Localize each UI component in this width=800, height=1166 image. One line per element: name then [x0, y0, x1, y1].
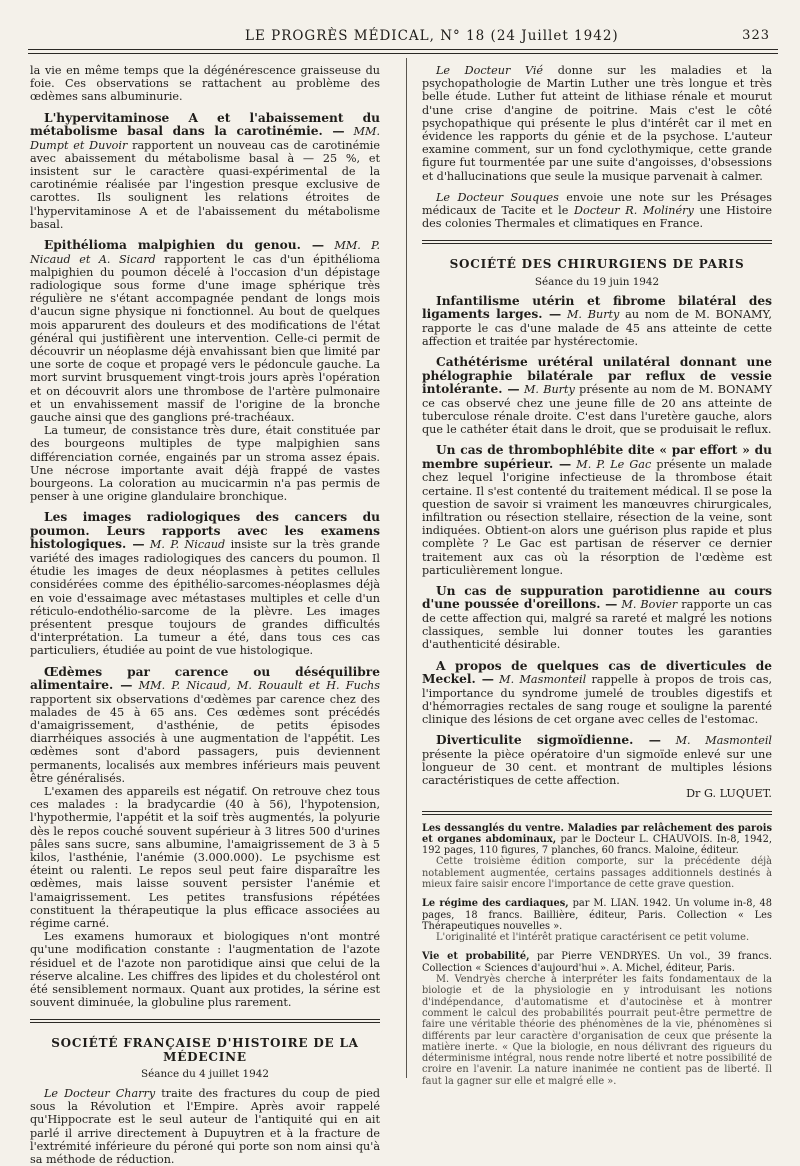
book-comment: Cette troisième édition comporte, sur la précédente déjà notablement augmentée, certains passages additionnels destinés à mieux faire saisir encore l'importance de cette grave question. — [422, 856, 772, 890]
article-body: une Histoire des colonies Thermales et climatiques en France. — [422, 204, 772, 231]
article-authors: M. Masmonteil — [499, 673, 587, 687]
session-date: Séance du 19 juin 1942 — [534, 275, 660, 288]
article-body: rappelle à propos de trois cas, l'importance du syndrome jumelé de troubles digestifs et d'hémorragies rectales de sang rouge et souligne la parenté clinique des lésions de cet organe avec celles de l'estomac. — [422, 673, 772, 726]
paragraph: Les examens humoraux et biologiques n'ont montré qu'une modification constante : l'augmentation de l'azote résiduel et de l'azote non parotidique ainsi que celui de la réserve alcaline. Les chiffres des lipides et du cholestérol ont été sensiblement normaux. Quant aux protides, la sérine est souvent diminuée, la globuline plus rarement. — [30, 930, 380, 1010]
article-body: rapportent un nouveau cas de carotinémie avec abaissement du métabolisme basal à — 25 %, et insistent sur le caractère quasi-expérimental de la carotinémie réalisée par l'ingestion presque exclusive de carottes. Ils soulignent les relations étroites de l'hypervitaminose A et de l'abaissement du métabolisme basal. — [30, 138, 380, 231]
running-title: LE PROGRÈS MÉDICAL, N° 18 (24 Juillet 1942) — [245, 28, 619, 44]
left-column — [30, 64, 380, 1166]
paragraph: la vie en même temps que la dégénérescence graisseuse du foie. Ces observations se rattachent au problème des œdèmes sans albuminurie. — [30, 64, 380, 104]
book-title: Les dessanglés du ventre. Maladies par relâchement des parois et organes abdominaux, — [422, 822, 772, 845]
article — [422, 734, 772, 787]
article-authors: M. Burty — [566, 308, 620, 322]
article-title: Œdèmes par carence ou déséquilibre alimentaire. — — [30, 664, 380, 693]
article-body: rapportent six observations d'œdèmes par carence chez des malades de 45 à 65 ans. Ces œdèmes sont précédés d'amaigrissement, d'asthénie, de petits épisodes diarrhéiques associés à une augmentation de l'appétit. Les œdèmes sont d'abord passagers, puis deviennent permanents, localisés aux membres inférieurs mais peuvent être généralisés. — [30, 692, 380, 785]
article-title: Diverticulite sigmoïdienne. — — [436, 733, 661, 748]
book-comment: M. Vendryès cherche à interpréter les faits fondamentaux de la biologie et de la physiologie en y introduisant les notions d'indépendance, d'automatisme et d'autocinèse et à montrer comment le calcul des probabilités pourrait peut-être permettre de faire une véritable théorie des phénomènes de la vie, phénomènes si différents par leur caractère d'organisation de ceux que présente la matière inerte. « Que la biologie, en nous délivrant des rigueurs du déterminisme intégral, nous rende notre liberté et notre possibilité de croire en l'avenir. La nature inanimée ne contient pas de liberté. Il faut la gagner sur elle et malgré elle ». — [422, 974, 772, 1087]
article-body: présente la pièce opératoire d'un sigmoïde enlevé sur une longueur de 30 cent. et montrant de multiples lésions caractéristiques de cette affection. — [422, 747, 772, 788]
book-details: par M. LIAN. 1942. Un volume in-8, 48 pages, 18 francs. Baillière, éditeur, Paris. Collection « Les Thérapeutiques nouvelles ». — [422, 898, 772, 932]
article-authors: Le Docteur Vié — [436, 64, 544, 77]
section-rule — [30, 1019, 380, 1023]
article-authors: MM. Dumpt et Duvoir — [30, 125, 380, 152]
book-entry — [422, 823, 772, 857]
article — [30, 511, 380, 657]
article-authors: M. Burty — [523, 383, 575, 397]
article-body: rapportent le cas d'un épithélioma malpighien du poumon décelé à l'occasion d'un dépistage radiologique sous forme d'une image sphérique très régulière ne s'étant accompagnée pendant de longs mois d'aucun signe physique ni fonctionnel. Au bout de quelques mois apparurent des douleurs et des modifications de l'état général qui justifièrent une intervention. Celle-ci permit de découvrir un néoplasme déjà envahissant bien que limité par une sorte de coque et propagé vers le pédoncule gauche. La mort survint brusquement vingt-trois jours après l'opération et on découvrit alors une thrombose de l'artère pulmonaire et un envahissement massif de l'origine de la bronche gauche ainsi que des ganglions pré-trachéaux. — [30, 252, 381, 424]
article-body: au nom de M. BONAMY, rapporte le cas d'une malade de 45 ans atteinte de cette affection et traitée par hystérectomie. — [422, 308, 772, 349]
article-authors: M. Bovier — [621, 598, 678, 612]
article-body: rapporte un cas de cette affection qui, malgré sa rareté et malgré les notions classiques, semble lui donner toutes les garanties d'authenticité désirable. — [422, 598, 772, 652]
article-title: Infantilisme utérin et fibrome bilatéral des ligaments larges. — — [422, 293, 772, 322]
article — [422, 585, 772, 652]
article — [30, 666, 380, 785]
book-entry — [422, 951, 772, 974]
article-body: insiste sur la très grande variété des images radiologiques des cancers du poumon. Il étudie les images de deux néoplasmes à petites cellules considérées comme des épithélio-sarcomes-néoplasmes déjà en voie d'essaimage avec métastases multiples et celle d'un réticulo-endothélio-sarcome de la plèvre. Les images présentent presque toujours de grandes difficultés d'interprétation. La tumeur a été, dans tous ces cas particuliers, étudiée au point de vue histologique. — [30, 538, 380, 658]
article — [30, 239, 380, 424]
article — [30, 1087, 380, 1166]
article — [422, 64, 772, 183]
article-authors: MM. P. Nicaud et A. Sicard — [30, 239, 380, 266]
article-title: A propos de quelques cas de diverticules de Meckel. — — [422, 658, 772, 687]
article — [422, 660, 772, 727]
article-authors: Docteur R. Molinéry — [574, 204, 694, 218]
session-date: Séance du 4 juillet 1942 — [141, 1067, 269, 1080]
article — [30, 112, 380, 231]
society-heading: SOCIÉTÉ FRANÇAISE D'HISTOIRE DE LA MÉDECINE — [51, 1036, 359, 1064]
book-comment: L'originalité et l'intérêt pratique caractérisent ce petit volume. — [436, 932, 750, 944]
page-number: 323 — [742, 28, 770, 43]
book-reviews — [422, 823, 772, 1088]
section-rule — [422, 811, 772, 815]
article-title: L'hypervitaminose A et l'abaissement du métabolisme basal dans la carotinémie. — — [30, 110, 380, 139]
right-column — [422, 64, 772, 1087]
section-rule — [422, 240, 772, 244]
article-body: présente au nom de M. BONAMY ce cas observé chez une jeune fille de 20 ans atteinte de tuberculose rénale droite. C'est dans l'uretère gauche, alors que le cathéter était dans le droit, que se produisait le reflux. — [422, 383, 773, 437]
article-body: donne sur les maladies et la psychopathologie de Martin Luther une très longue et très belle étude. Luther fut atteint de lithiase rénale et mourut d'une crise d'angine de poitrine. Mais c'est le côté psychopathique qui présente le plus d'intérêt car il met en évidence les rapports du génie et de la psychose. L'auteur examine comment, sur un fond cyclothymique, cette grande figure fut tourmentée par une suite d'angoisses, d'obsessions et d'hallucinations que seule la musique parvenait à calmer. — [422, 64, 773, 183]
article-authors: MM. P. Nicaud, M. Rouault et H. Fuchs — [138, 679, 380, 693]
column-divider — [406, 58, 407, 1078]
society-heading: SOCIÉTÉ DES CHIRURGIENS DE PARIS — [449, 257, 745, 272]
book-details: par le Docteur L. CHAUVOIS. In-8, 1942, 192 pages, 110 figures, 7 planches, 60 francs. Maloine, éditeur. — [422, 833, 772, 857]
paragraph: L'examen des appareils est négatif. On retrouve chez tous ces malades : la bradycardie (40 à 56), l'hypotension, l'hypothermie, l'appétit et la soif très augmentés, la polyurie dès le repos couché souvent supérieur à 3 litres 500 d'urines pâles sans sucre, sans albumine, l'amaigrissement de 3 à 5 kilos, l'asthénie, l'anémie (3.000.000). Le psychisme est éteint ou ralenti. Le repos seul peut faire disparaître les œdèmes, mais laisse souvent persister l'anémie et l'amaigrissement. Les petites transfusions répétées constituent la thérapeutique la plus efficace associées au régime carné. — [30, 784, 380, 930]
article-authors: M. P. Le Gac — [576, 457, 652, 471]
article-authors: Le Docteur Souques — [436, 190, 559, 204]
article-title: Un cas de thrombophlébite dite « par effort » du membre supérieur. — — [422, 443, 772, 471]
book-title: Le régime des cardiaques, — [422, 898, 569, 910]
article-title: Les images radiologiques des cancers du poumon. Leurs rapports avec les examens histologiques. — — [30, 510, 380, 552]
paragraph: La tumeur, de consistance très dure, était constituée par des bourgeons multiples de type malpighien sans différenciation cornée, engainés par un stroma assez épais. Une nécrose importante avait déjà frappé de vastes bourgeons. La coloration au mucicarmin n'a pas permis de penser à une origine glandulaire bronchique. — [30, 424, 380, 504]
article — [422, 191, 772, 231]
article-title: Cathétérisme urétéral unilatéral donnant une phélographie bilatérale par reflux de vessie intolérante. — — [422, 355, 772, 397]
book-details: par Pierre VENDRYES. Un vol., 39 francs. Collection « Sciences d'aujourd'hui ». A. Michel, éditeur, Paris. — [422, 951, 772, 974]
article-authors: M. P. Nicaud — [149, 538, 226, 552]
article — [422, 356, 772, 436]
article-title: Epithélioma malpighien du genou. — — [44, 238, 325, 253]
article-body: traite des fractures du coup de pied sous la Révolution et l'Empire. Après avoir rappelé qu'Hippocrate est le seul auteur de l'antiquité qui en ait parlé il arrive directement à Dupuytren et à la fracture de l'extrémité inférieure du péroné qui porte son nom ainsi qu'à sa méthode de réduction. — [30, 1087, 380, 1166]
article-authors: Le Docteur Charry — [44, 1087, 156, 1100]
book-entry — [422, 898, 772, 932]
header-rule — [28, 49, 778, 54]
article-title: Un cas de suppuration parotidienne au cours d'une poussée d'oreillons. — — [422, 583, 772, 612]
article — [422, 295, 772, 348]
book-title: Vie et probabilité, — [422, 951, 530, 963]
signature: Dr G. LUQUET. — [686, 787, 772, 801]
article — [422, 444, 772, 577]
article-authors: M. Masmonteil — [675, 734, 772, 748]
article-body: envoie une note sur les Présages médicaux de Tacite et le — [422, 190, 772, 218]
page-header — [30, 28, 778, 50]
article-body: présente un malade chez lequel l'origine infectieuse de la thrombose était certaine. Il s'est contenté du traitement médical. Il se pose la question de savoir si vraiment les manœuvres chirurgicales, infiltration ou résection stellaire, résection de la veine, sont indiquées. Obtient-on alors une guérison plus rapide et plus complète ? Le Gac est partisan de réserver ce dernier traitement aux cas où la résorption de l'œdème est particulièrement longue. — [422, 457, 772, 577]
